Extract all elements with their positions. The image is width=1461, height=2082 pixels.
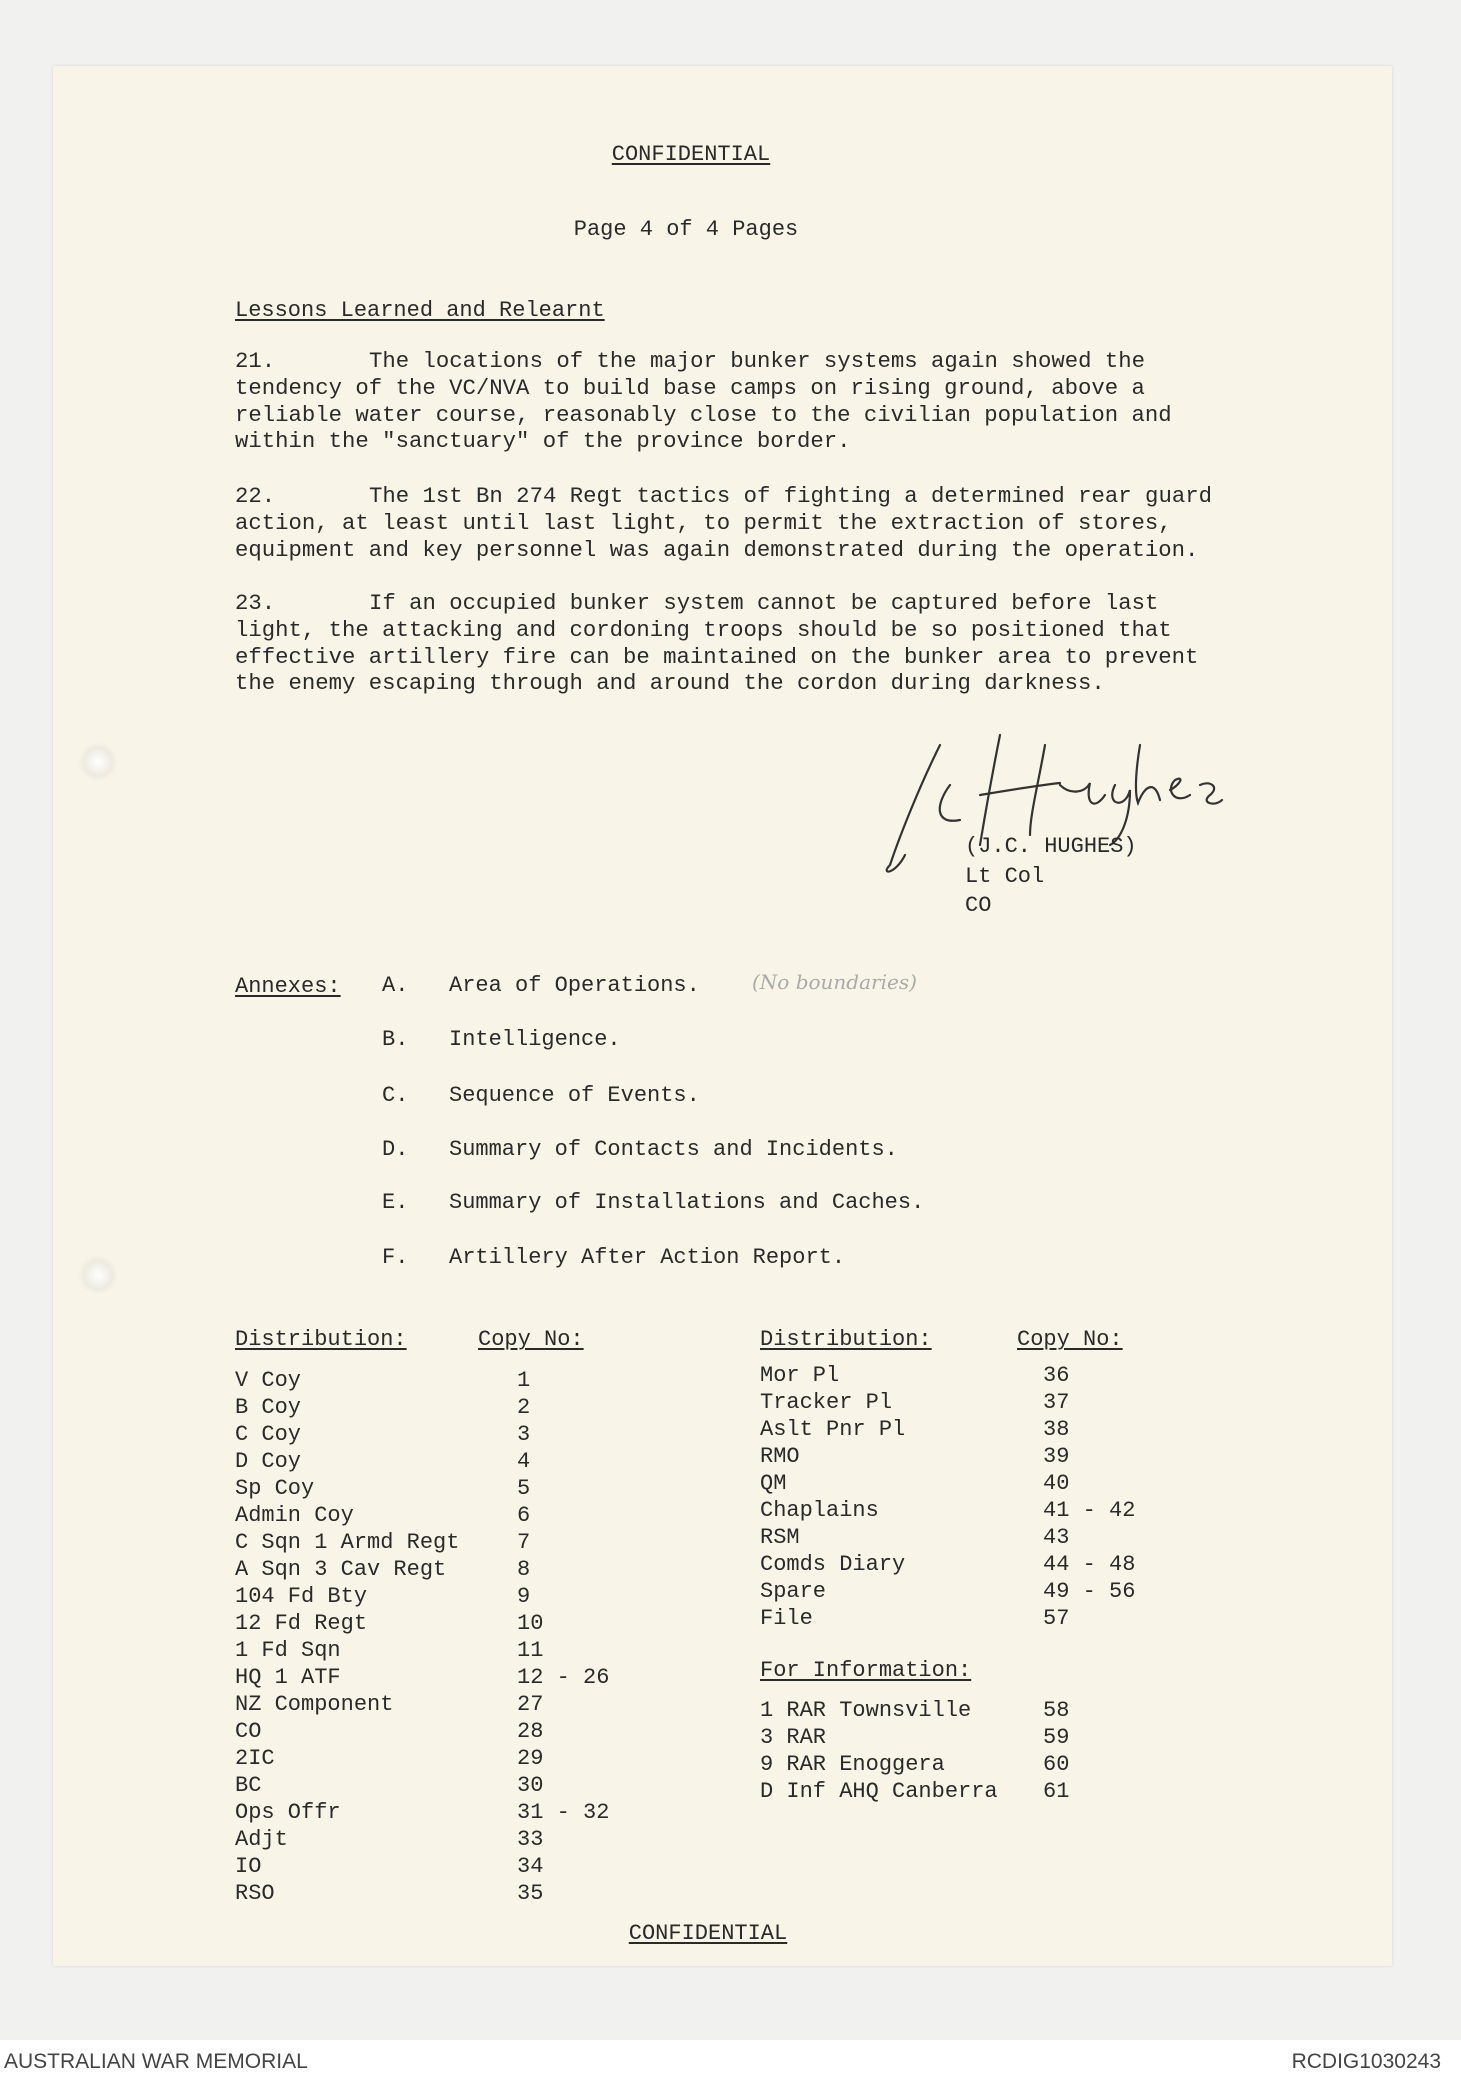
annex-title: Summary of Contacts and Incidents. (449, 1137, 898, 1162)
paragraph-number: 23. (235, 590, 276, 616)
distribution-row (235, 1421, 531, 1448)
recipient: Sp Coy (235, 1476, 315, 1501)
annex-letter: F. (382, 1245, 409, 1270)
copy-number: 6 (517, 1503, 531, 1528)
distribution-row (235, 1529, 531, 1556)
recipient: C Coy (235, 1422, 302, 1447)
distribution-header: Distribution: (760, 1327, 932, 1352)
distribution-row (760, 1751, 1070, 1778)
paragraph-text: within the "sanctuary" of the province border. (235, 428, 851, 455)
recipient: B Coy (235, 1395, 302, 1420)
paragraph-22 (235, 483, 1235, 563)
recipient: RSM (760, 1525, 800, 1550)
paragraph-number: 21. (235, 348, 276, 374)
copy-number: 38 (1043, 1417, 1070, 1442)
copy-number: 33 (517, 1827, 544, 1852)
copy-number: 57 (1043, 1606, 1070, 1631)
distribution-row (235, 1448, 531, 1475)
copy-number: 28 (517, 1719, 544, 1744)
distribution-row (235, 1610, 544, 1637)
classification-header: CONFIDENTIAL (611, 142, 771, 167)
copy-number: 49 - 56 (1043, 1579, 1136, 1604)
recipient: File (760, 1606, 813, 1631)
paragraph-line (235, 375, 1235, 402)
institution-label: AUSTRALIAN WAR MEMORIAL (4, 2050, 308, 2073)
copy-number: 5 (517, 1476, 531, 1501)
archive-id: RCDIG1030243 (1291, 2050, 1441, 2073)
recipient: Admin Coy (235, 1503, 354, 1528)
recipient: CO (235, 1719, 262, 1744)
paragraph-text: the enemy escaping through and around the cordon during darkness. (235, 670, 1105, 697)
annex-title: Summary of Installations and Caches. (449, 1190, 925, 1215)
recipient: NZ Component (235, 1692, 394, 1717)
distribution-row (235, 1745, 544, 1772)
distribution-row (760, 1497, 1136, 1524)
copy-number: 59 (1043, 1725, 1070, 1750)
copy-number: 36 (1043, 1363, 1070, 1388)
paragraph-line (235, 510, 1235, 537)
copy-number: 43 (1043, 1525, 1070, 1550)
distribution-row (235, 1718, 544, 1745)
paragraph-text: The 1st Bn 274 Regt tactics of fighting a determined rear guard (369, 483, 1212, 509)
copy-number: 3 (517, 1422, 531, 1447)
distribution-row (760, 1551, 1136, 1578)
recipient: V Coy (235, 1368, 302, 1393)
paragraph-line (235, 483, 1235, 510)
annex-letter: E. (382, 1190, 409, 1215)
copy-number: 30 (517, 1773, 544, 1798)
classification-footer: CONFIDENTIAL (628, 1921, 788, 1946)
recipient: D Inf AHQ Canberra (760, 1779, 998, 1804)
recipient: Aslt Pnr Pl (760, 1417, 906, 1442)
paper-crease (78, 742, 118, 782)
copy-number: 60 (1043, 1752, 1070, 1777)
recipient: Chaplains (760, 1498, 879, 1523)
signatory-appointment: CO (965, 893, 992, 918)
recipient: 104 Fd Bty (235, 1584, 368, 1609)
recipient: RSO (235, 1881, 275, 1906)
recipient: Adjt (235, 1827, 288, 1852)
paragraph-line (235, 670, 1235, 697)
distribution-row (235, 1880, 544, 1907)
paragraph-text: equipment and key personnel was again demonstrated during the operation. (235, 536, 1199, 563)
copy-number: 2 (517, 1395, 531, 1420)
copy-number: 31 - 32 (517, 1800, 610, 1825)
paragraph-line (235, 402, 1235, 429)
information-list (760, 1697, 1070, 1805)
copy-number: 39 (1043, 1444, 1070, 1469)
distribution-row (760, 1524, 1070, 1551)
annex-letter: A. (382, 973, 409, 998)
copy-number: 10 (517, 1611, 544, 1636)
distribution-row (760, 1605, 1070, 1632)
annex-letter: C. (382, 1083, 409, 1108)
distribution-list-right (760, 1362, 1136, 1632)
annex-title: Intelligence. (449, 1027, 621, 1052)
copy-no-header: Copy No: (1017, 1327, 1123, 1352)
distribution-row (235, 1664, 610, 1691)
annex-letter: D. (382, 1137, 409, 1162)
recipient: 9 RAR Enoggera (760, 1752, 945, 1777)
paper-crease (78, 1255, 118, 1295)
copy-number: 29 (517, 1746, 544, 1771)
distribution-row (235, 1826, 544, 1853)
copy-number: 58 (1043, 1698, 1070, 1723)
copy-number: 8 (517, 1557, 531, 1582)
copy-number: 27 (517, 1692, 544, 1717)
copy-number: 7 (517, 1530, 531, 1555)
paragraph-line (235, 428, 1235, 455)
paragraph-text: The locations of the major bunker systems again showed the (369, 348, 1146, 374)
distribution-row (760, 1578, 1136, 1605)
annexes-label: Annexes: (235, 974, 341, 999)
distribution-row (760, 1778, 1070, 1805)
recipient: D Coy (235, 1449, 302, 1474)
copy-number: 1 (517, 1368, 531, 1393)
copy-number: 12 - 26 (517, 1665, 610, 1690)
distribution-row (235, 1475, 531, 1502)
paragraph-text: tendency of the VC/NVA to build base camps on rising ground, above a (235, 374, 1145, 401)
distribution-row (760, 1697, 1070, 1724)
recipient: RMO (760, 1444, 800, 1469)
recipient: Mor Pl (760, 1363, 840, 1388)
copy-number: 61 (1043, 1779, 1070, 1804)
paragraph-text: If an occupied bunker system cannot be captured before last (369, 590, 1159, 616)
distribution-row (235, 1556, 531, 1583)
copy-no-header: Copy No: (478, 1327, 584, 1352)
distribution-row (760, 1362, 1070, 1389)
distribution-row (235, 1799, 610, 1826)
paragraph-line (235, 348, 1235, 375)
distribution-row (760, 1443, 1070, 1470)
paragraph-text: effective artillery fire can be maintained on the bunker area to prevent (235, 643, 1199, 670)
distribution-row (760, 1724, 1070, 1751)
paragraph-text: light, the attacking and cordoning troops should be so positioned that (235, 616, 1172, 643)
for-information-header: For Information: (760, 1658, 972, 1683)
archive-footer (0, 2040, 1461, 2082)
copy-number: 4 (517, 1449, 531, 1474)
recipient: 1 RAR Townsville (760, 1698, 972, 1723)
recipient: 1 Fd Sqn (235, 1638, 341, 1663)
recipient: 12 Fd Regt (235, 1611, 368, 1636)
copy-number: 41 - 42 (1043, 1498, 1136, 1523)
distribution-row (235, 1691, 544, 1718)
distribution-row (235, 1853, 544, 1880)
distribution-row (235, 1772, 544, 1799)
recipient: Ops Offr (235, 1800, 341, 1825)
distribution-list-left (235, 1367, 610, 1907)
recipient: Tracker Pl (760, 1390, 893, 1415)
annex-title: Sequence of Events. (449, 1083, 700, 1108)
signatory-name: (J.C. HUGHES) (965, 834, 1137, 859)
recipient: C Sqn 1 Armd Regt (235, 1530, 460, 1555)
distribution-row (760, 1389, 1070, 1416)
recipient: 3 RAR (760, 1725, 827, 1750)
copy-number: 11 (517, 1638, 544, 1663)
paragraph-line (235, 644, 1235, 671)
signatory-rank: Lt Col (965, 864, 1045, 889)
recipient: Comds Diary (760, 1552, 906, 1577)
recipient: QM (760, 1471, 787, 1496)
annex-title: Area of Operations. (449, 973, 700, 998)
copy-number: 34 (517, 1854, 544, 1879)
paragraph-line (235, 537, 1235, 564)
paragraph-23 (235, 590, 1235, 697)
paragraph-line (235, 617, 1235, 644)
distribution-row (235, 1583, 531, 1610)
section-title: Lessons Learned and Relearnt (235, 298, 605, 323)
distribution-row (235, 1637, 544, 1664)
recipient: A Sqn 3 Cav Regt (235, 1557, 447, 1582)
recipient: Spare (760, 1579, 827, 1604)
paragraph-text: reliable water course, reasonably close to the civilian population and (235, 401, 1172, 428)
recipient: IO (235, 1854, 262, 1879)
distribution-row (760, 1470, 1070, 1497)
distribution-row (235, 1394, 531, 1421)
recipient: 2IC (235, 1746, 275, 1771)
paragraph-number: 22. (235, 483, 276, 509)
copy-number: 44 - 48 (1043, 1552, 1136, 1577)
distribution-row (760, 1416, 1070, 1443)
copy-number: 9 (517, 1584, 531, 1609)
page-number: Page 4 of 4 Pages (573, 217, 799, 242)
paragraph-21 (235, 348, 1235, 455)
paragraph-text: action, at least until last light, to permit the extraction of stores, (235, 509, 1172, 536)
distribution-row (235, 1367, 531, 1394)
annex-title: Artillery After Action Report. (449, 1245, 846, 1270)
distribution-header: Distribution: (235, 1327, 407, 1352)
annex-letter: B. (382, 1027, 409, 1052)
copy-number: 37 (1043, 1390, 1070, 1415)
copy-number: 40 (1043, 1471, 1070, 1496)
recipient: BC (235, 1773, 262, 1798)
handwritten-note: (No boundaries) (752, 970, 917, 994)
recipient: HQ 1 ATF (235, 1665, 341, 1690)
paragraph-line (235, 590, 1235, 617)
distribution-row (235, 1502, 531, 1529)
copy-number: 35 (517, 1881, 544, 1906)
